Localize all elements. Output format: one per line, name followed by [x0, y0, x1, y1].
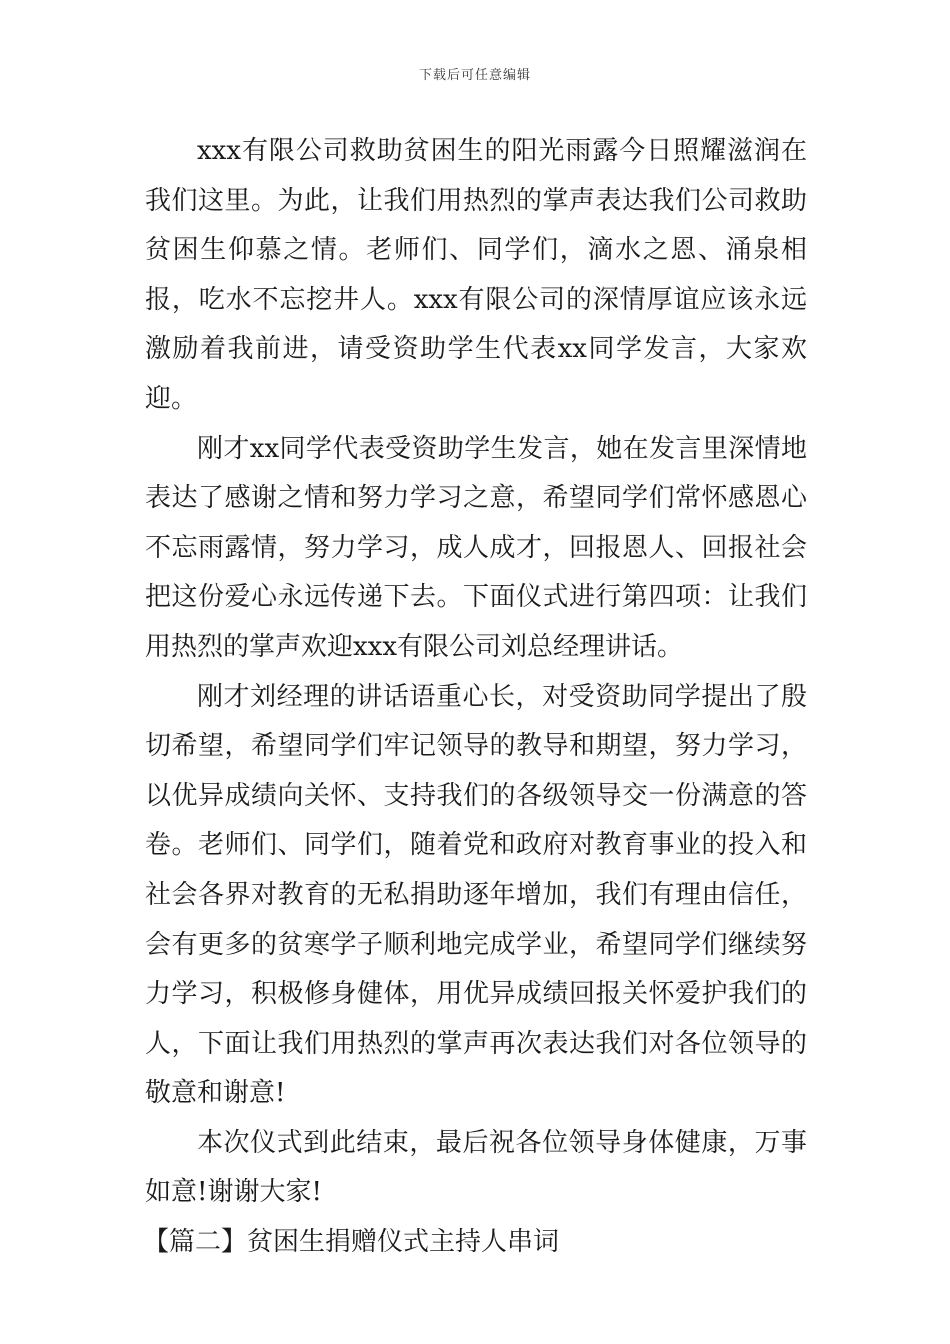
section-heading: 【篇二】贫困生捐赠仪式主持人串词: [143, 1227, 560, 1258]
document-body: [145, 127, 807, 1268]
page-header-note: 下载后可任意编辑: [418, 68, 531, 83]
paragraph-4: 本次仪式到此结束，最后祝各位领导身体健康，万事如意!谢谢大家!: [145, 1127, 807, 1208]
paragraph-2: 刚才xx同学代表受资助学生发言，她在发言里深情地表达了感谢之情和努力学习之意，希望同学们常怀感恩心不忘雨露情，努力学习，成人成才，回报恩人、回报社会把这份爱心永远传递下去。下面仪式进行第四项：让我们用热烈的掌声欢迎xxx有限公司刘总经理讲话。: [145, 433, 807, 662]
paragraph-1: xxx有限公司救助贫困生的阳光雨露今日照耀滋润在我们这里。为此，让我们用热烈的掌声表达我们公司救助贫困生仰慕之情。老师们、同学们，滴水之恩、涌泉相报，吃水不忘挖井人。xxx有限公司的深情厚谊应该永远激励着我前进，请受资助学生代表xx同学发言，大家欢迎。: [145, 136, 807, 414]
paragraph-3: 刚才刘经理的讲话语重心长，对受资助同学提出了殷切希望，希望同学们牢记领导的教导和期望，努力学习，以优异成绩向关怀、支持我们的各级领导交一份满意的答卷。老师们、同学们，随着党和政府对教育事业的投入和社会各界对教育的无私捐助逐年增加，我们有理由信任，会有更多的贫寒学子顺利地完成学业，希望同学们继续努力学习，积极修身健体，用优异成绩回报关怀爱护我们的人，下面让我们用热烈的掌声再次表达我们对各位领导的敬意和谢意!: [145, 681, 807, 1109]
